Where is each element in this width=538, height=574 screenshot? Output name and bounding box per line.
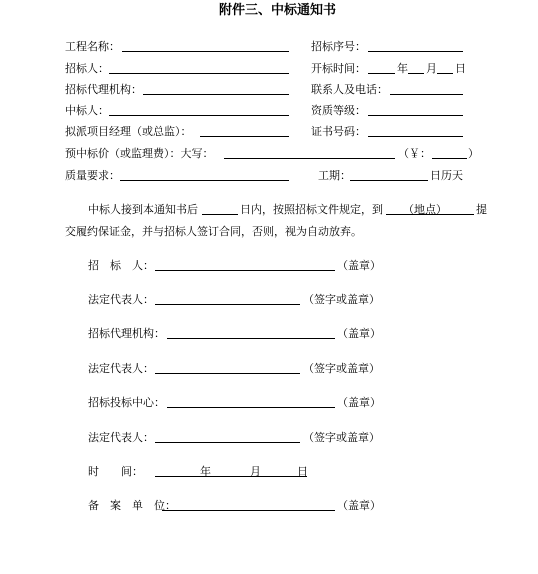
bid-no-label: 招标序号： — [311, 40, 366, 53]
sig-legal-rep-1-label: 法定代表人： — [88, 293, 154, 306]
sig-tenderer-label: 招 标 人： — [88, 259, 154, 272]
sig-agency-field[interactable] — [167, 338, 335, 339]
cert-no-field[interactable] — [368, 136, 463, 137]
notice-text-line2: 交履约保证金，并与招标人签订合同，否则，视为自动放弃。 — [65, 225, 362, 238]
sig-time-month: 月 — [250, 465, 261, 478]
price-label: 预中标价（或监理费）：大写： — [65, 147, 214, 160]
open-year-field[interactable] — [368, 73, 395, 74]
price-small-close: ） — [468, 147, 479, 160]
agency-field[interactable] — [143, 94, 289, 95]
sig-legal-rep-2-seal: （签字或盖章） — [303, 362, 380, 375]
project-name-field[interactable] — [122, 51, 289, 52]
open-month-label: 月 — [426, 62, 437, 75]
duration-field[interactable] — [350, 180, 428, 181]
duration-label: 工期： — [318, 169, 351, 182]
open-day-label: 日 — [455, 62, 466, 75]
sig-record-label: 备 案 单 位： — [88, 499, 176, 512]
notice-text-a: 中标人接到本通知书后 — [88, 203, 198, 216]
sig-agency-label: 招标代理机构： — [88, 327, 165, 340]
sig-time-label: 时 间： — [88, 465, 143, 478]
notice-text-b: 日内，按照招标文件规定，到 — [240, 203, 383, 216]
notice-days-field[interactable] — [202, 214, 238, 215]
project-name-label: 工程名称： — [65, 40, 120, 53]
sig-legal-rep-2-label: 法定代表人： — [88, 362, 154, 375]
sig-tenderer-seal: （盖章） — [337, 259, 381, 272]
sig-record-seal: （盖章） — [337, 499, 381, 512]
sig-record-field[interactable] — [162, 510, 335, 511]
quality-field[interactable] — [120, 180, 289, 181]
sig-legal-rep-3-label: 法定代表人： — [88, 431, 154, 444]
sig-tenderer-field[interactable] — [155, 270, 335, 271]
open-day-field[interactable] — [437, 73, 453, 74]
sig-center-field[interactable] — [167, 407, 335, 408]
notice-place-text: （地点） — [403, 203, 447, 216]
open-time-label: 开标时间： — [311, 62, 366, 75]
sig-legal-rep-2-field[interactable] — [155, 373, 300, 374]
tenderer-label: 招标人： — [65, 62, 109, 75]
cert-no-label: 证书号码： — [311, 125, 366, 138]
quality-label: 质量要求： — [65, 169, 120, 182]
sig-center-label: 招标投标中心： — [88, 396, 165, 409]
sig-legal-rep-1-seal: （签字或盖章） — [303, 293, 380, 306]
bid-no-field[interactable] — [368, 51, 463, 52]
qualification-field[interactable] — [368, 115, 463, 116]
agency-label: 招标代理机构： — [65, 83, 142, 96]
sig-legal-rep-3-seal: （签字或盖章） — [303, 431, 380, 444]
sig-legal-rep-1-field[interactable] — [155, 304, 300, 305]
sig-center-seal: （盖章） — [337, 396, 381, 409]
calendar-days-label: 日历天 — [430, 169, 463, 182]
notice-text-c: 提 — [476, 203, 487, 216]
contact-label: 联系人及电话： — [311, 83, 388, 96]
price-uppercase-field[interactable] — [224, 158, 395, 159]
page-title: 附件三、中标通知书 — [219, 3, 337, 18]
price-small-field[interactable] — [432, 158, 467, 159]
open-year-label: 年 — [397, 62, 408, 75]
winner-field[interactable] — [109, 115, 289, 116]
sig-legal-rep-3-field[interactable] — [155, 442, 300, 443]
open-month-field[interactable] — [408, 73, 424, 74]
sig-agency-seal: （盖章） — [337, 327, 381, 340]
price-small-open: （￥： — [398, 147, 431, 160]
contact-field[interactable] — [390, 94, 463, 95]
tenderer-field[interactable] — [109, 73, 289, 74]
manager-label: 拟派项目经理（或总监）： — [65, 125, 192, 138]
qualification-label: 资质等级： — [311, 104, 366, 117]
winner-label: 中标人： — [65, 104, 109, 117]
sig-time-day: 日 — [297, 465, 308, 478]
manager-field[interactable] — [200, 136, 289, 137]
sig-time-year: 年 — [200, 465, 211, 478]
sig-time-field[interactable] — [155, 476, 307, 477]
